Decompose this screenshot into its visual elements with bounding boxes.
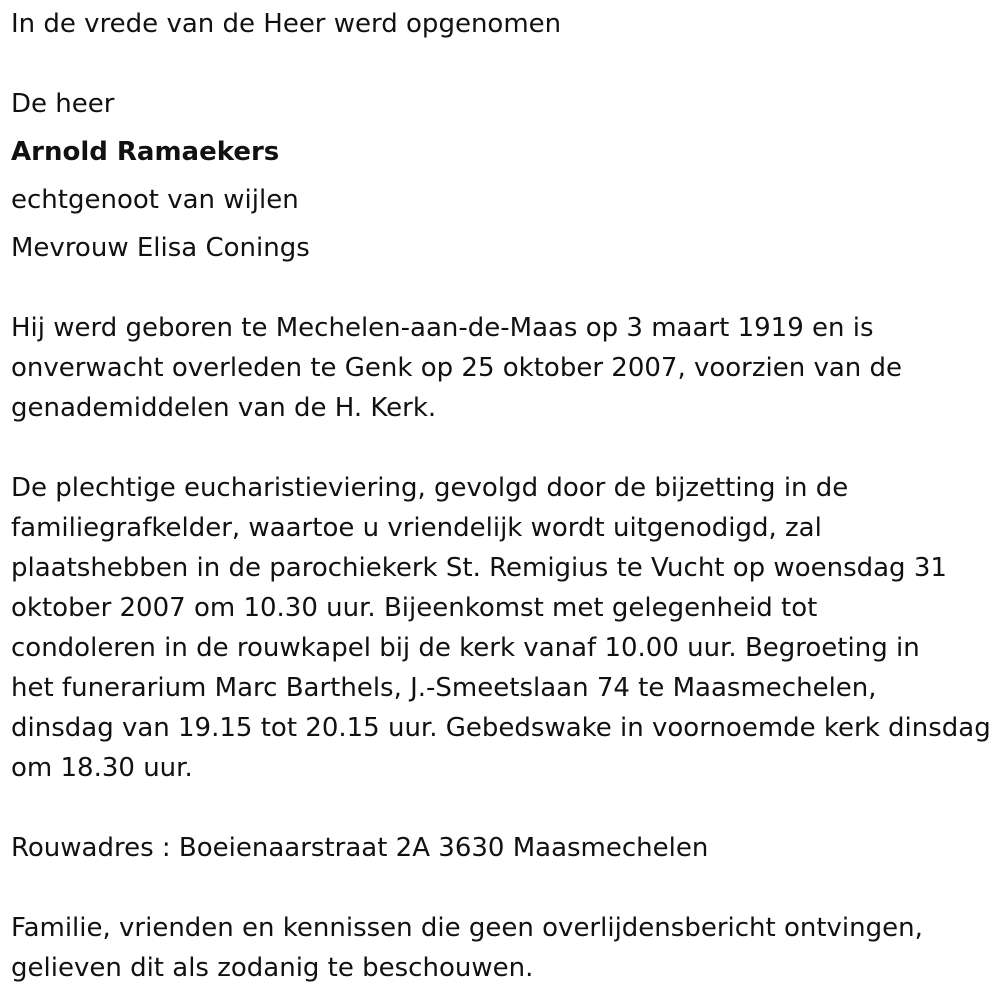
person-block — [11, 84, 310, 268]
ceremony-line: De plechtige eucharistieviering, gevolgd door de bijzetting in de — [11, 473, 849, 503]
mourning-address: Rouwadres : Boeienaarstraat 2A 3630 Maasmechelen — [11, 833, 709, 863]
deceased-name: Arnold Ramaekers — [11, 137, 280, 167]
ceremony-line: om 18.30 uur. — [11, 753, 193, 783]
ceremony-line: oktober 2007 om 10.30 uur. Bijeenkomst met gelegenheid tot — [11, 593, 818, 623]
spouse-name: Mevrouw Elisa Conings — [11, 233, 310, 263]
birth-line: genademiddelen van de H. Kerk. — [11, 393, 437, 423]
closing-paragraph — [11, 908, 996, 988]
ceremony-line: plaatshebben in de parochiekerk St. Remigius te Vucht op woensdag 31 — [11, 553, 947, 583]
closing-line: gelieven dit als zodanig te beschouwen. — [11, 953, 534, 983]
birth-line: Hij werd geboren te Mechelen-aan-de-Maas op 3 maart 1919 en is — [11, 313, 874, 343]
ceremony-line: het funerarium Marc Barthels, J.-Smeetslaan 74 te Maasmechelen, — [11, 673, 877, 703]
ceremony-line: dinsdag van 19.15 tot 20.15 uur. Gebedswake in voornoemde kerk dinsdag — [11, 713, 991, 743]
relation-label: echtgenoot van wijlen — [11, 185, 299, 215]
birth-line: onverwacht overleden te Genk op 25 oktober 2007, voorzien van de — [11, 353, 903, 383]
salutation: De heer — [11, 89, 115, 119]
opening-line: In de vrede van de Heer werd opgenomen — [11, 9, 562, 39]
ceremony-line: condoleren in de rouwkapel bij de kerk vanaf 10.00 uur. Begroeting in — [11, 633, 920, 663]
closing-line: Familie, vrienden en kennissen die geen overlijdensbericht ontvingen, — [11, 913, 923, 943]
ceremony-paragraph — [11, 468, 996, 788]
birth-paragraph — [11, 308, 996, 428]
ceremony-line: familiegrafkelder, waartoe u vriendelijk wordt uitgenodigd, zal — [11, 513, 822, 543]
